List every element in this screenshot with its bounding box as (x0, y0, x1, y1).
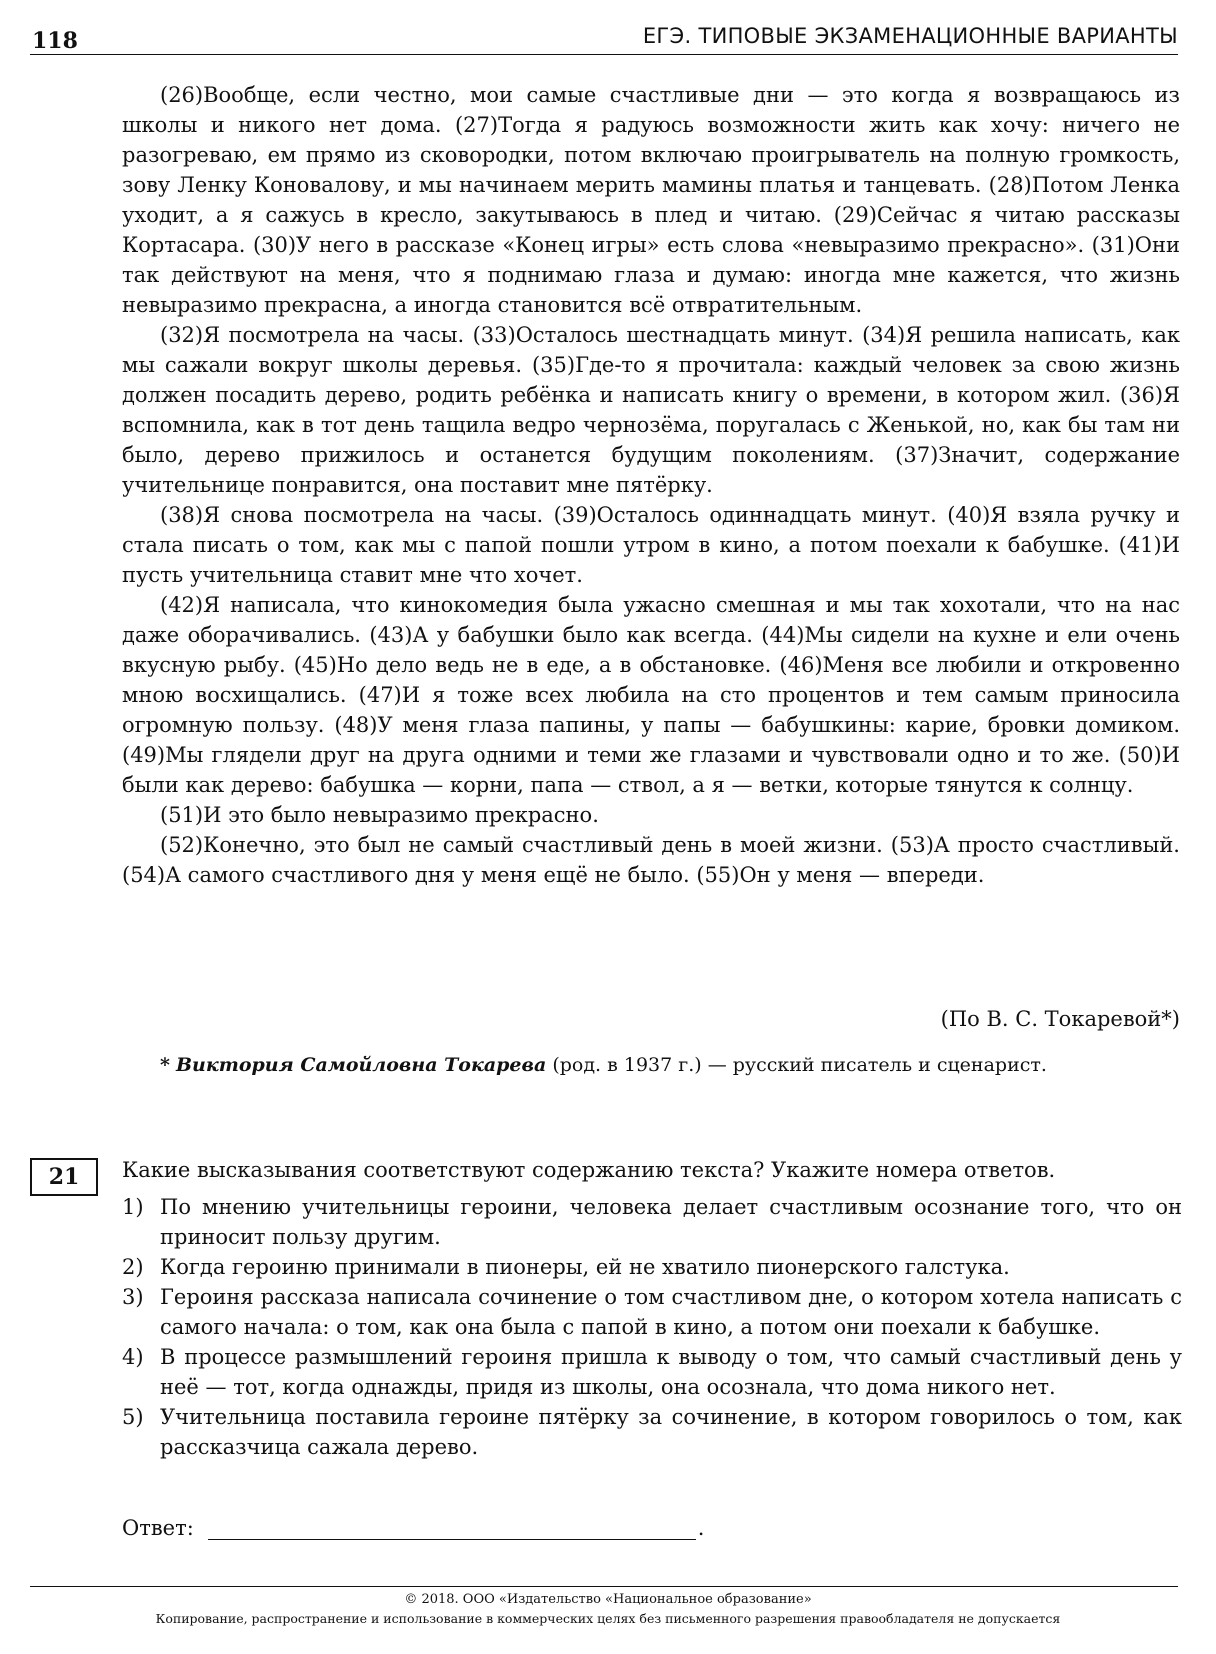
answer-option (122, 1192, 1182, 1252)
footnote-author-name: Виктория Самойловна Токарева (175, 1054, 547, 1076)
option-number: 5) (122, 1405, 144, 1429)
answer-line-end: . (697, 1516, 705, 1540)
answer-option (122, 1282, 1182, 1342)
option-number: 2) (122, 1255, 144, 1279)
passage-paragraph: (52)Конечно, это был не самый счастливый день в моей жизни. (53)А просто счастливый. (54)А самого счастливого дня у меня ещё не было. (55)Он у меня — впереди. (122, 833, 1180, 887)
header-divider (30, 54, 1178, 55)
answer-options-list (122, 1192, 1182, 1462)
option-number: 4) (122, 1345, 144, 1369)
answer-option (122, 1342, 1182, 1402)
passage-paragraph: (38)Я снова посмотрела на часы. (39)Осталось одиннадцать минут. (40)Я взяла ручку и стала писать о том, как мы с папой пошли утром в кино, а потом поехали к бабушке. (41)И пусть учительница ставит мне что хочет. (122, 503, 1180, 587)
footer-divider (30, 1586, 1178, 1587)
answer-label: Ответ: (122, 1516, 194, 1540)
task-number-box (30, 1158, 98, 1196)
option-number: 3) (122, 1285, 144, 1309)
task-number: 21 (48, 1164, 80, 1190)
answer-blank-line[interactable] (208, 1515, 696, 1540)
passage-paragraph: (51)И это было невыразимо прекрасно. (160, 803, 599, 827)
option-text: В процессе размышлений героиня пришла к выводу о том, что самый счастливый день у неё — тот, когда однажды, придя из школы, она осознала, что дома никого нет. (160, 1345, 1182, 1399)
option-text: По мнению учительницы героини, человека делает счастливым осознание того, что он приносит пользу другим. (160, 1195, 1182, 1249)
option-text: Героиня рассказа написала сочинение о том счастливом дне, о котором хотела написать с самого начала: о том, как она была с папой в кино, а потом они поехали к бабушке. (160, 1285, 1182, 1339)
answer-option (122, 1252, 1182, 1282)
option-text: Когда героиню принимали в пионеры, ей не хватило пионерского галстука. (160, 1255, 1010, 1279)
passage-attribution: (По В. С. Токаревой*) (940, 1007, 1180, 1031)
passage-paragraph: (32)Я посмотрела на часы. (33)Осталось шестнадцать минут. (34)Я решила написать, как мы сажали вокруг школы деревья. (35)Где-то я прочитала: каждый человек за свою жизнь должен посадить дерево, родить ребёнка и написать книгу о времени, в котором жил. (36)Я вспомнила, как в тот день тащила ведро чернозёма, поругалась с Женькой, но, как бы там ни было, дерево прижилось и останется будущим поколениям. (37)Значит, содержание учительнице понравится, она поставит мне пятёрку. (122, 323, 1180, 497)
task-question: Какие высказывания соответствуют содержанию текста? Укажите номера ответов. (122, 1158, 1056, 1182)
answer-row (122, 1515, 704, 1540)
page-number: 118 (32, 28, 78, 54)
passage-paragraph: (42)Я написала, что кинокомедия была ужасно смешная и мы так хохотали, что на нас даже оборачивались. (43)А у бабушки было как всегда. (44)Мы сидели на кухне и ели очень вкусную рыбу. (45)Но дело ведь не в еде, а в обстановке. (46)Меня все любили и откровенно мною восхищались. (47)И я тоже всех любила на сто процентов и тем самым приносила огромную пользу. (48)У меня глаза папины, у папы — бабушкины: карие, бровки домиком. (49)Мы глядели друг на друга одними и теми же глазами и чувствовали одно и то же. (50)И были как дерево: бабушка — корни, папа — ствол, а я — ветки, которые тянутся к солнцу. (122, 593, 1180, 797)
option-number: 1) (122, 1195, 144, 1219)
author-footnote (160, 1054, 1047, 1076)
footer-copyright: © 2018. ООО «Издательство «Национальное образование» (404, 1592, 812, 1607)
running-title: ЕГЭ. ТИПОВЫЕ ЭКЗАМЕНАЦИОННЫЕ ВАРИАНТЫ (642, 24, 1178, 48)
answer-option (122, 1402, 1182, 1462)
passage-paragraph: (26)Вообще, если честно, мои самые счастливые дни — это когда я возвращаюсь из школы и никого нет дома. (27)Тогда я радуюсь возможности жить как хочу: ничего не разогреваю, ем прямо из сковородки, потом включаю проигрыватель на полную громкость, зову Ленку Коновалову, и мы начинаем мерить мамины платья и танцевать. (28)Потом Ленка уходит, а я сажусь в кресло, закутываюсь в плед и читаю. (29)Сейчас я читаю рассказы Кортасара. (30)У него в рассказе «Конец игры» есть слова «невыразимо прекрасно». (31)Они так действуют на меня, что я поднимаю глаза и думаю: иногда мне кажется, что жизнь невыразимо прекрасна, а иногда становится всё отвратительным. (122, 83, 1180, 317)
footnote-marker: * (160, 1054, 170, 1076)
footer-legal-notice: Копирование, распространение и использование в коммерческих целях без письменного разрешения правообладателя не допускается (155, 1611, 1061, 1626)
footnote-text: (род. в 1937 г.) — русский писатель и сценарист. (546, 1054, 1047, 1076)
option-text: Учительница поставила героине пятёрку за сочинение, в котором говорилось о том, как рассказчица сажала дерево. (160, 1405, 1182, 1459)
reading-passage (122, 80, 1180, 890)
